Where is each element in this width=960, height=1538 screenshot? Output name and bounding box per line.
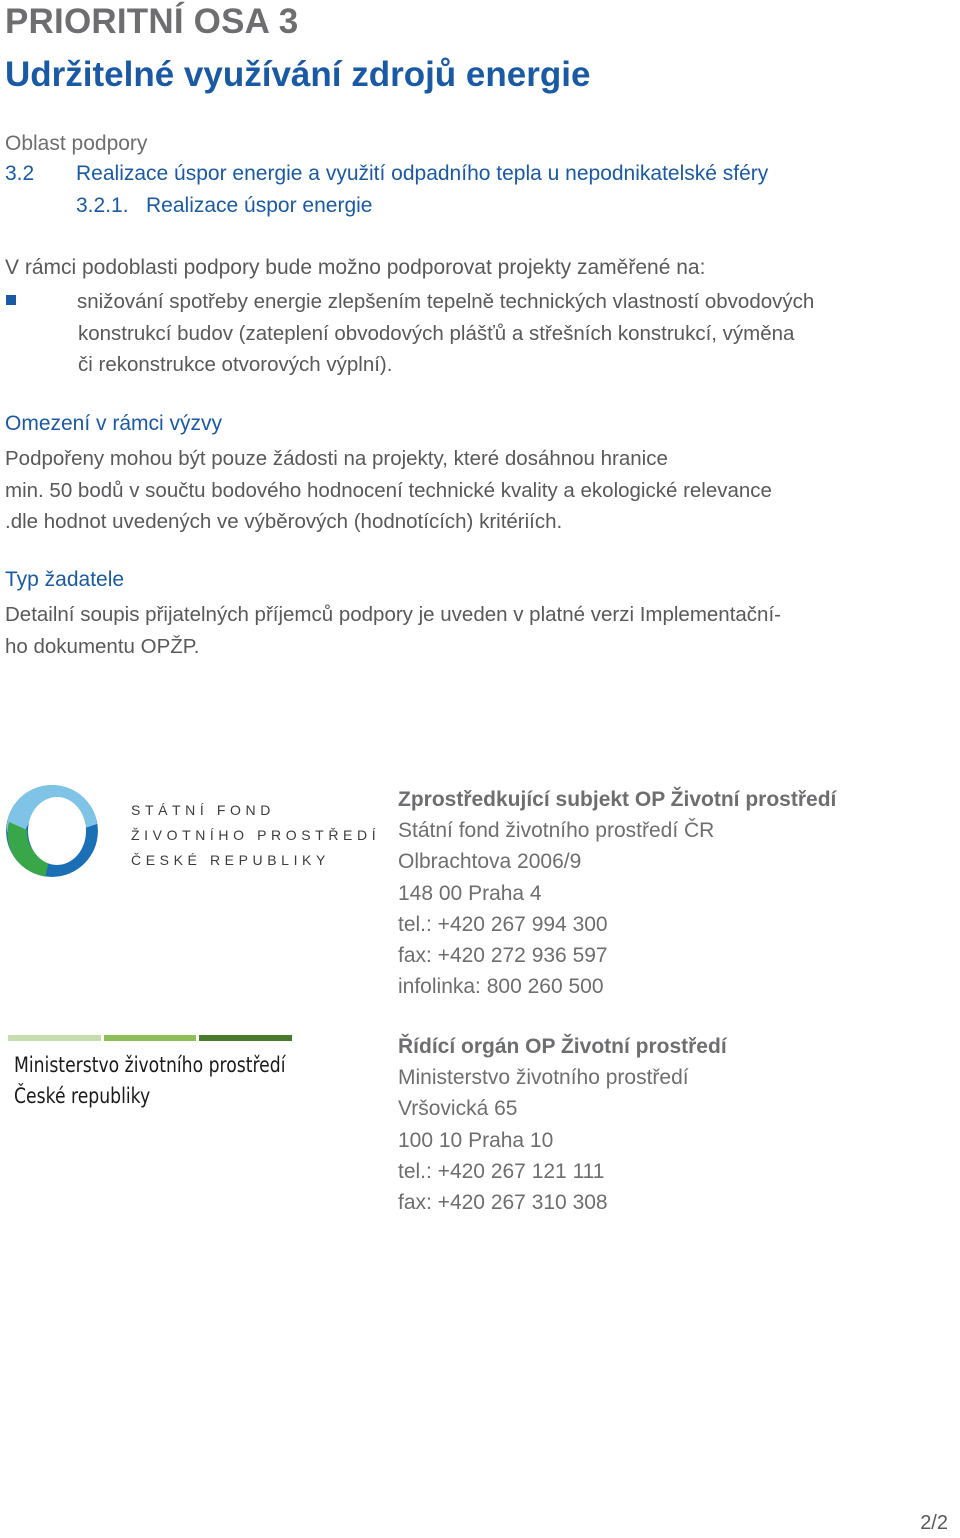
page-title: Udržitelné využívání zdrojů energie: [5, 55, 591, 94]
logo-text-line: Ministerstvo životního prostředí: [14, 1053, 286, 1077]
contact-heading: Řídící orgán OP Životní prostředí: [398, 1035, 727, 1058]
limits-paragraph: [5, 443, 772, 538]
ministry-logo-text: [14, 1050, 285, 1112]
intro-text: V rámci podoblasti podpory bude možno podporovat projekty zaměřené na:: [5, 256, 706, 279]
intermediary-contact: [398, 784, 836, 1002]
contact-line: 100 10 Praha 10: [398, 1128, 554, 1152]
area-code: 3.2: [5, 162, 35, 185]
square-bullet-icon: [6, 295, 16, 305]
paragraph-line: min. 50 bodů v součtu bodového hodnocení technické kvality a ekologické relevance: [5, 478, 772, 502]
managing-authority-contact: [398, 1031, 727, 1218]
contact-phone: tel.: +420 267 994 300: [398, 912, 608, 936]
contact-line: Vršovická 65: [398, 1097, 518, 1121]
paragraph-line: Detailní soupis přijatelných příjemců podpory je uveden v platné verzi Implementační-: [5, 603, 781, 626]
bullet-line: snižování spotřeby energie zlepšením tepelně technických vlastností obvodových: [77, 290, 815, 313]
contact-line: 148 00 Praha 4: [398, 881, 542, 905]
contact-phone: tel.: +420 267 121 111: [398, 1159, 605, 1183]
logo-bar-medium: [104, 1035, 196, 1041]
contact-line: Olbrachtova 2006/9: [398, 850, 582, 874]
subarea-code: 3.2.1.: [76, 194, 129, 217]
contact-fax: fax: +420 267 310 308: [398, 1191, 608, 1215]
paragraph-line: .dle hodnot uvedených ve výběrových (hodnotících) kritériích.: [5, 510, 563, 533]
logo-text-line: ŽIVOTNÍHO PROSTŘEDÍ: [131, 827, 381, 843]
bullet-line: či rekonstrukce otvorových výplní).: [78, 353, 393, 376]
subarea-title: Realizace úspor energie: [146, 194, 373, 217]
bullet-item: [78, 286, 814, 381]
bullet-line: konstrukcí budov (zateplení obvodových plášťů a střešních konstrukcí, výměna: [78, 321, 795, 345]
logo-text-line: STÁTNÍ FOND: [131, 802, 275, 818]
paragraph-line: ho dokumentu OPŽP.: [5, 634, 200, 658]
sfzp-circle-logo-icon: [5, 782, 101, 882]
limits-heading: Omezení v rámci výzvy: [5, 412, 223, 435]
logo-bar-dark: [199, 1035, 292, 1041]
contact-line: Státní fond životního prostředí ČR: [398, 819, 715, 843]
contact-heading: Zprostředkující subjekt OP Životní prostředí: [398, 788, 837, 811]
sfzp-logo-wordmark: [131, 798, 380, 873]
logo-text-line: České republiky: [14, 1084, 151, 1108]
contact-infoline: infolinka: 800 260 500: [398, 975, 604, 999]
logo-text-line: ČESKÉ REPUBLIKY: [131, 852, 330, 868]
contact-line: Ministerstvo životního prostředí: [398, 1066, 689, 1090]
applicant-paragraph: [5, 599, 781, 662]
support-area-label: Oblast podpory: [5, 132, 148, 155]
contact-fax: fax: +420 272 936 597: [398, 944, 608, 968]
applicant-type-heading: Typ žadatele: [5, 568, 125, 591]
paragraph-line: Podpořeny mohou být pouze žádosti na projekty, které dosáhnou hranice: [5, 447, 668, 470]
area-title: Realizace úspor energie a využití odpadního tepla u nepodnikatelské sféry: [76, 162, 769, 185]
logo-bar-light: [8, 1035, 101, 1041]
page-number: 2/2: [920, 1512, 948, 1534]
priority-axis-label: PRIORITNÍ OSA 3: [5, 2, 299, 41]
